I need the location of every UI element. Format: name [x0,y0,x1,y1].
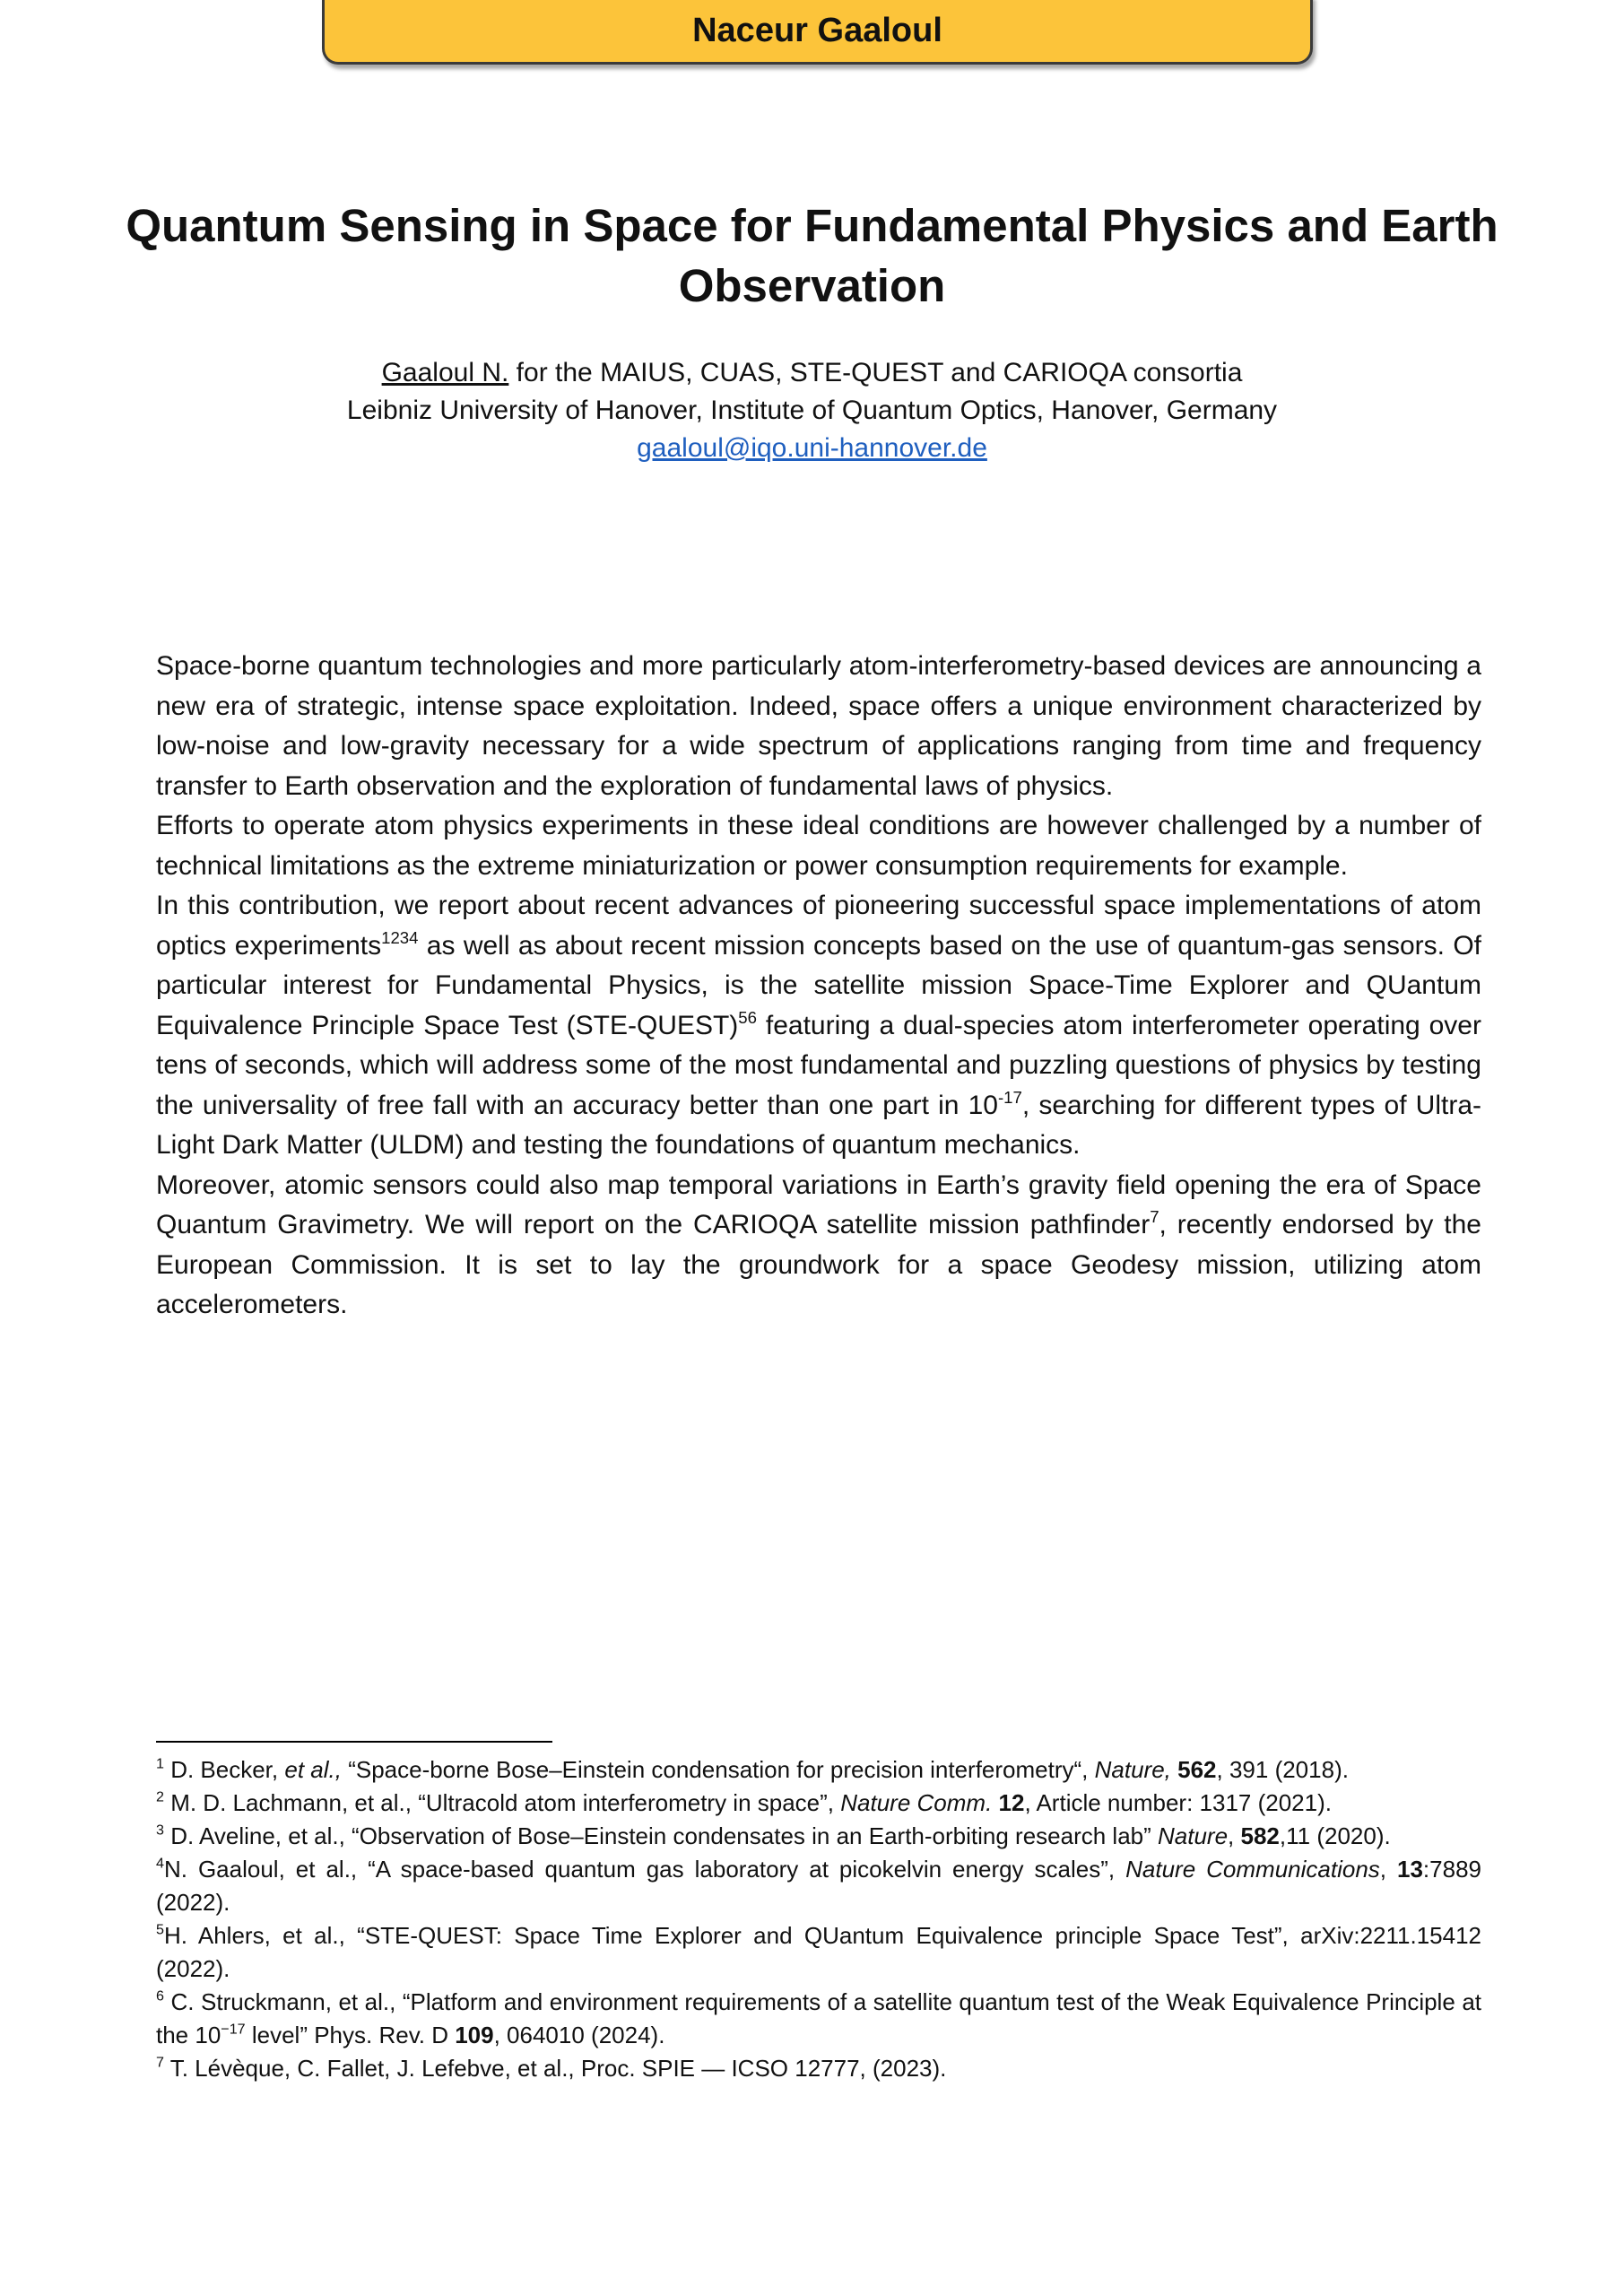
footnote-text: “Space-borne Bose–Einstein condensation for precision interferometry“, [348,1756,1095,1783]
footnote-ref[interactable]: 1234 [381,927,419,947]
affiliation: Leibniz University of Hanover, Institute of Quantum Optics, Hanover, Germany [346,396,1278,425]
footnote-text: H. Ahlers, et al., “STE-QUEST: Space Time Explorer and QUantum Equivalence principle Space Test”, arXiv:2211.15412 (2022). [156,1922,1481,1982]
footnote-text: M. D. Lachmann, et al., “Ultracold atom interferometry in space”, [163,1789,841,1816]
journal-name: Nature [1158,1822,1229,1849]
volume-number: 12 [998,1789,1025,1816]
footnote-1 [156,1753,1481,1787]
footnote-text: , 064010 (2024). [493,2022,665,2048]
volume-number: 582 [1240,1822,1280,1849]
footnote-number: 1 [156,1755,164,1772]
abstract-text: In this contribution, we report about recent advances of pioneering successful space implementations of atom optics experiments [156,891,1481,961]
footnote-ref[interactable]: 7 [1150,1206,1159,1226]
author-block [126,354,1498,467]
abstract-text: , searching for different types of Ultra-Light Dark Matter (ULDM) and testing the foundations of quantum mechanics. [156,1090,1482,1160]
volume-number: 109 [455,2022,494,2048]
footnote-text: , [1228,1822,1241,1849]
abstract-paragraph-1: Space-borne quantum technologies and more particularly atom-interferometry-based devices are announcing a new era of strategic, intense space exploitation. Indeed, space offers a unique environment characterized by low-noise and low-gravity necessary for a wide spectrum of applications ranging from time and frequency transfer to Earth observation and the exploration of fundamental laws of physics. [156,651,1481,801]
abstract-text: featuring a dual-species atom interferometer operating over tens of seconds, which will address some of the most fundamental and puzzling questions of physics by testing the universality of free fall with an accuracy better than one part in 10 [156,1010,1481,1120]
footnote-4 [156,1853,1481,1919]
footnote-text: , [1379,1856,1397,1883]
footnote-separator [156,1741,552,1743]
abstract-text: as well as about recent mission concepts based on the use of quantum-gas sensors. Of particular interest for Fundamental Physics, is the satellite mission Space-Time Explorer and QUantum Equivalence Principle Space Test (STE-QUEST) [156,930,1481,1040]
volume-number: 13 [1397,1856,1423,1883]
journal-name: Nature, [1094,1756,1171,1783]
volume-number: 562 [1177,1756,1217,1783]
exponent: −17 [221,2021,246,2038]
speaker-name-tab [322,0,1313,65]
speaker-name: Naceur Gaaloul [692,12,942,49]
abstract-paragraph-3 [156,886,1481,1166]
abstract [156,647,1481,1326]
footnote-text: , Article number: 1317 (2021). [1024,1789,1332,1816]
footnote-number: 7 [156,2054,164,2071]
footnote-7 [156,2052,1481,2085]
consortia-text: for the MAIUS, CUAS, STE-QUEST and CARIOQA consortia [508,358,1243,387]
footnote-number: 2 [156,1788,164,1805]
abstract-paragraph-2: Efforts to operate atom physics experiments in these ideal conditions are however challenged by a number of technical limitations as the extreme miniaturization or power consumption requirements for example. [156,811,1481,881]
author-line [126,354,1498,392]
footnote-text: ,11 (2020). [1279,1822,1391,1849]
author-name: Gaaloul N. [381,358,509,387]
email-link[interactable]: gaaloul@iqo.uni-hannover.de [637,433,987,463]
abstract-text: , recently endorsed by the European Commission. It is set to lay the groundwork for a space Geodesy mission, utilizing atom accelerometers. [156,1210,1481,1319]
footnote-number: 4 [156,1855,164,1872]
footnote-text: D. Aveline, et al., “Observation of Bose–Einstein condensates in an Earth-orbiting research lab” [163,1822,1158,1849]
footnote-number: 5 [156,1921,164,1938]
footnote-text: :7889 (2022). [156,1856,1481,1916]
footnote-ref[interactable]: 56 [738,1007,757,1027]
footnotes [156,1753,1481,2085]
footnote-5 [156,1919,1481,1986]
footnote-text: D. Becker, [163,1756,285,1783]
journal-name: Nature Comm. [840,1789,993,1816]
footnote-text: , 391 (2018). [1216,1756,1349,1783]
footnote-2 [156,1787,1481,1820]
abstract-text: Moreover, atomic sensors could also map temporal variations in Earth’s gravity field opening the era of Space Quantum Gravimetry. We will report on the CARIOQA satellite mission pathfinder [156,1170,1481,1239]
footnote-text: C. Struckmann, et al., “Platform and environment requirements of a satellite quantum test of the Weak Equivalence Principle at the 10 [156,1988,1481,2048]
footnote-number: 3 [156,1822,164,1839]
footnote-text: N. Gaaloul, et al., “A space-based quantum gas laboratory at picokelvin energy scales”, [163,1856,1126,1883]
exponent: -17 [997,1087,1022,1107]
footnote-text [992,1789,998,1816]
abstract-paragraph-4 [156,1166,1481,1326]
paper-title: Quantum Sensing in Space for Fundamental Physics and Earth Observation [126,200,1498,311]
journal-name: Nature Communications [1125,1856,1380,1883]
footnote-text: T. Lévèque, C. Fallet, J. Lefebve, et al., Proc. SPIE — ICSO 12777, (2023). [163,2055,947,2082]
footnote-number: 6 [156,1987,164,2005]
footnote-6 [156,1986,1481,2052]
footnote-italic: et al., [284,1756,349,1783]
footnote-text: level” Phys. Rev. D [245,2022,456,2048]
footnote-3 [156,1820,1481,1853]
